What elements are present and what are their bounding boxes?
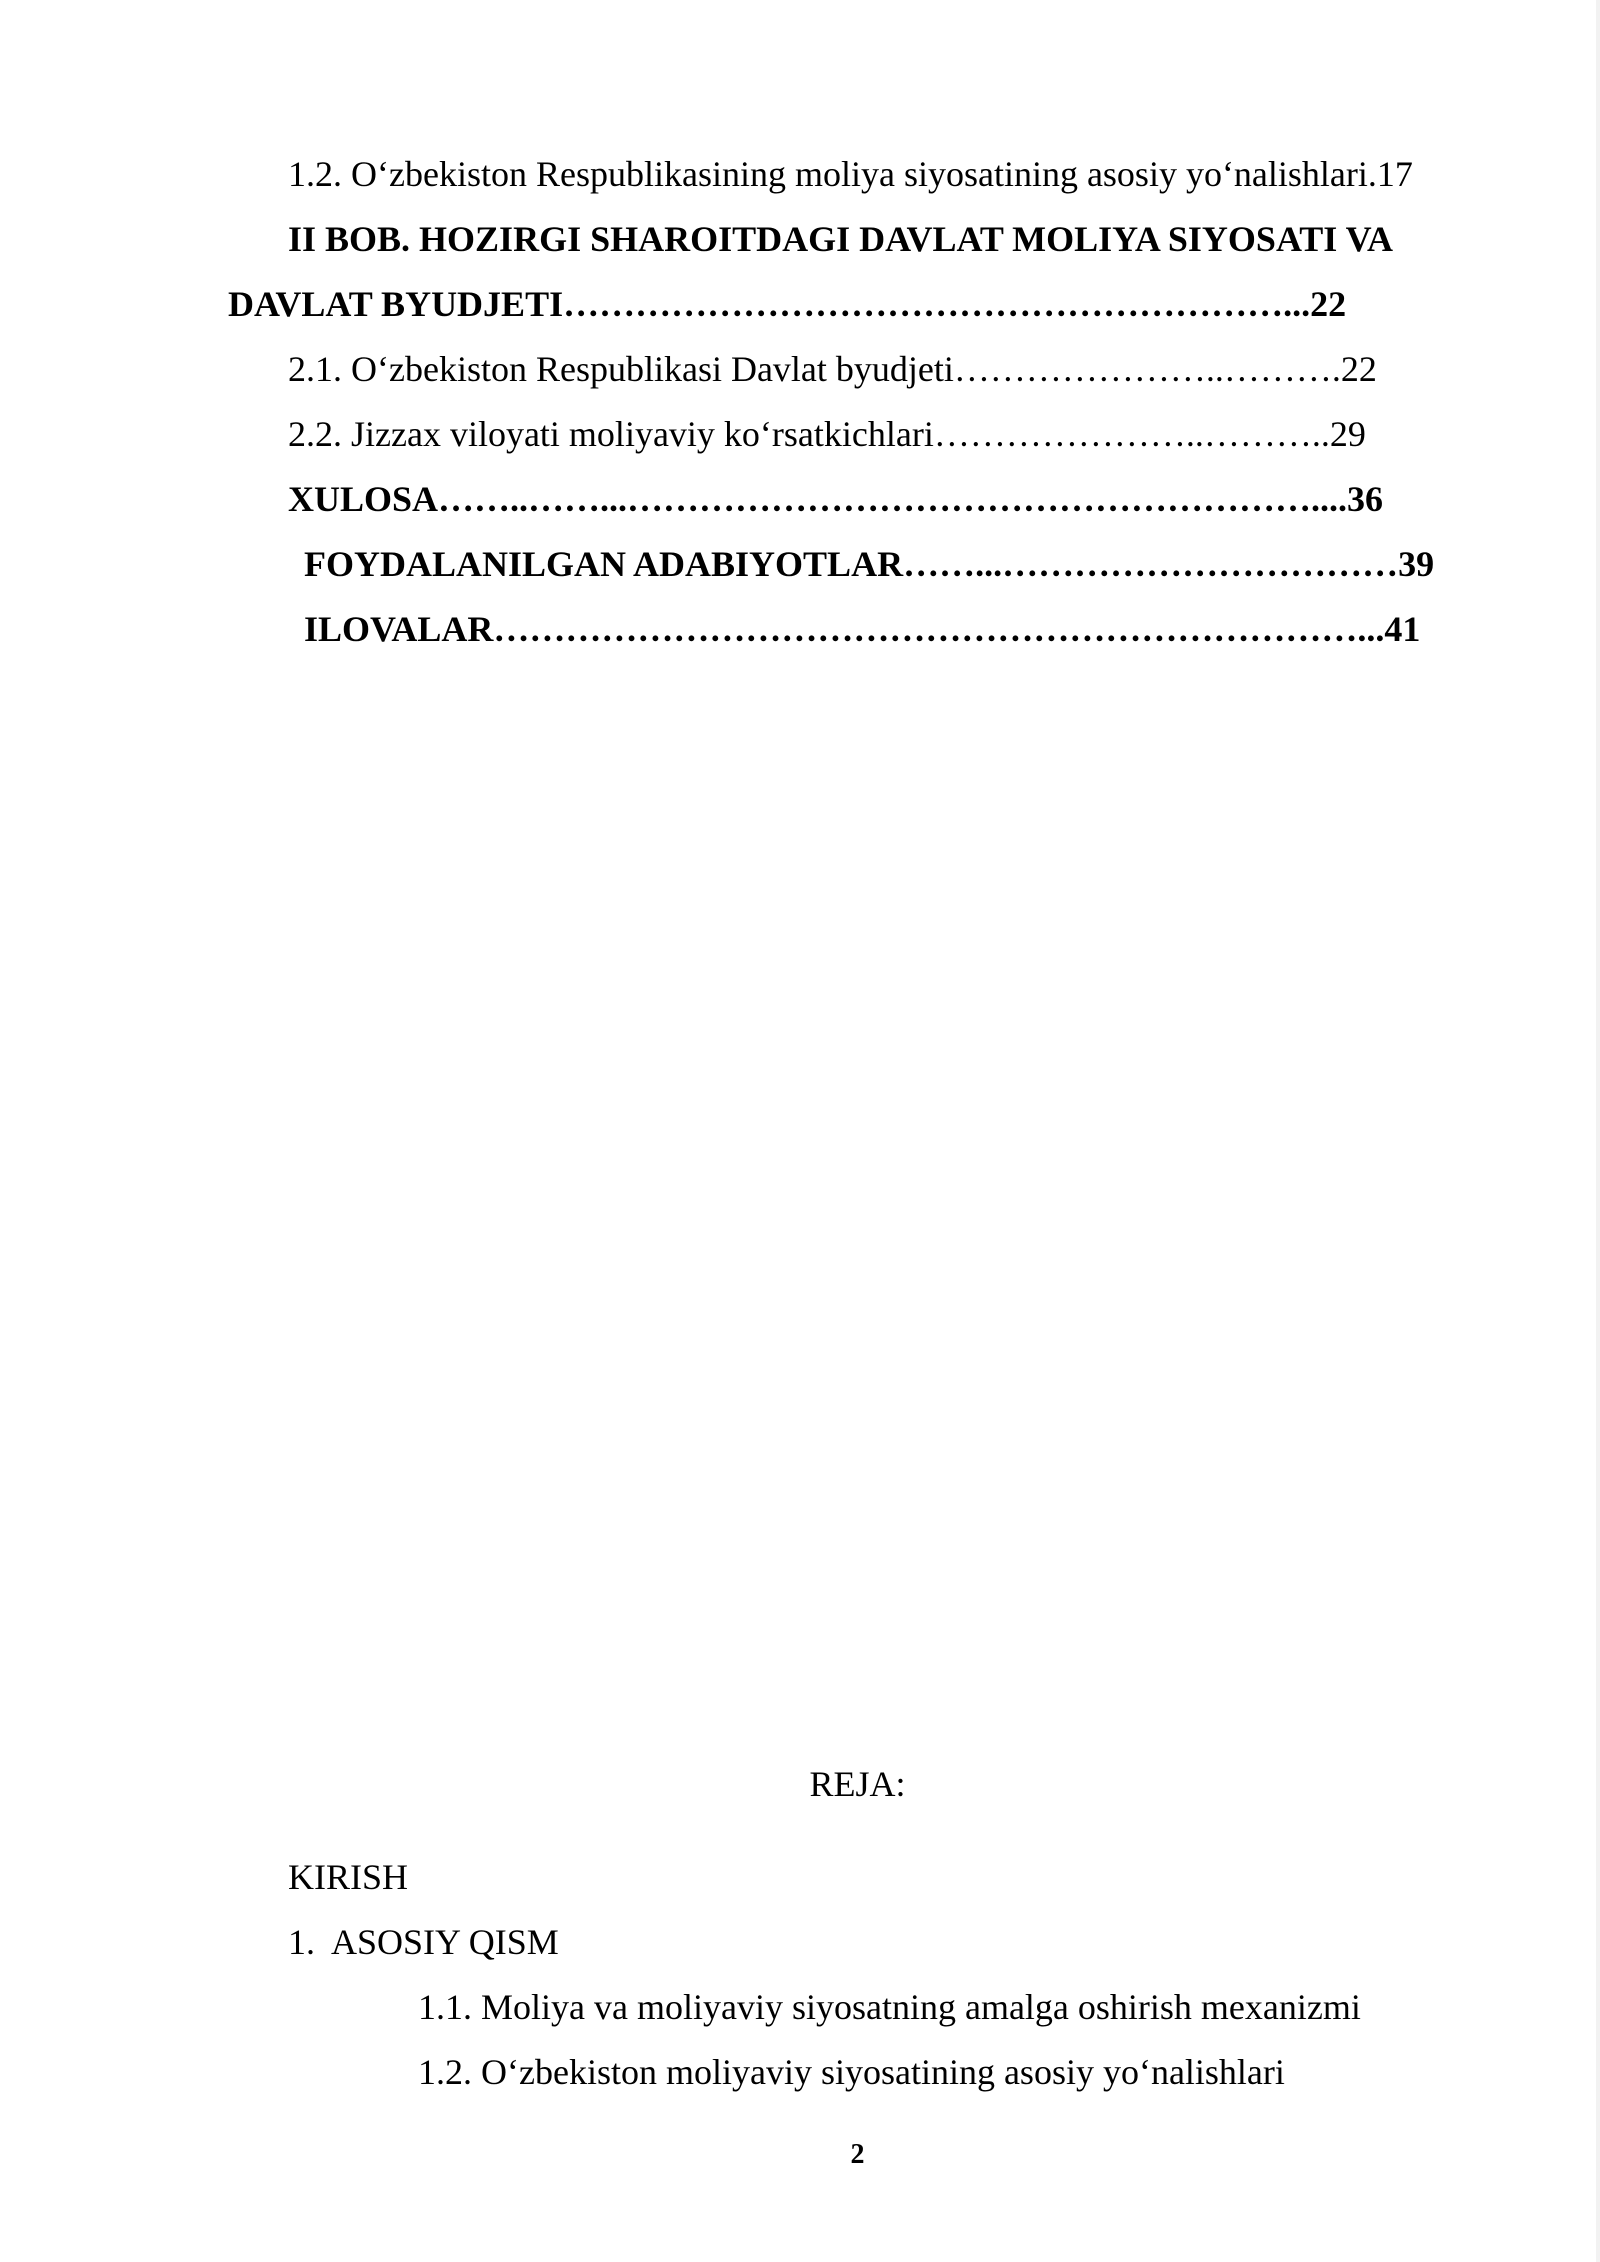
toc-item-2-2: 2.2. Jizzax viloyati moliyaviy ko‘rsatkichlari…………………..………..29: [288, 414, 1366, 454]
plan-asosiy-qism: 1. ASOSIY QISM: [288, 1922, 559, 1962]
plan-kirish: KIRISH: [288, 1857, 409, 1897]
toc-chapter-2-line-1: II BOB. HOZIRGI SHAROITDAGI DAVLAT MOLIYA SIYOSATI VA: [288, 219, 1393, 259]
plan-title: REJA:: [809, 1764, 906, 1804]
page-edge: [1596, 0, 1600, 2262]
page-number: 2: [850, 2139, 865, 2170]
toc-item-2-1: 2.1. O‘zbekiston Respublikasi Davlat byudjeti…………………..……….22: [288, 349, 1377, 389]
plan-item-1-2: 1.2. O‘zbekiston moliyaviy siyosatining asosiy yo‘nalishlari: [418, 2052, 1285, 2092]
toc-foydalanilgan-adabiyotlar: FOYDALANILGAN ADABIYOTLAR……...……………………………39: [304, 544, 1435, 584]
toc-chapter-2-line-2: DAVLAT BYUDJETI……………………………………………………...22: [228, 284, 1347, 324]
plan-item-1-1: 1.1. Moliya va moliyaviy siyosatning amalga oshirish mexanizmi: [418, 1987, 1361, 2027]
toc-item-1-2: 1.2. O‘zbekiston Respublikasining moliya siyosatining asosiy yo‘nalishlari.17: [288, 154, 1413, 194]
toc-ilovalar: ILOVALAR………………………………………………………………...41: [304, 609, 1421, 649]
toc-xulosa: XULOSA……..……...…………………………………………………....36: [288, 479, 1384, 519]
